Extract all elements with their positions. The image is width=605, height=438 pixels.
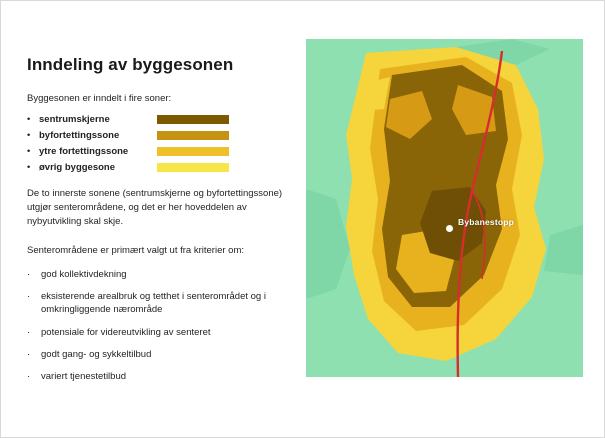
bullet-icon: · [27, 349, 31, 360]
zone-swatch [157, 147, 229, 156]
zone-map [306, 39, 583, 377]
text-column [27, 55, 297, 393]
criteria-text: godt gang- og sykkeltilbud [41, 349, 152, 360]
zone-label: ytre fortettingssone [39, 145, 129, 157]
list-item [27, 326, 297, 339]
criteria-text: eksisterende arealbruk og tetthet i senterområdet og i omkringliggende nærområde [41, 291, 266, 316]
zone-swatch [157, 131, 229, 140]
criteria-text: variert tjenestetilbud [41, 371, 127, 383]
criteria-text: god kollektivdekning [41, 268, 127, 280]
paragraph-senteromrader: De to innerste sonene (sentrumskjerne og byfortettingssone) utgjør senterområdene, og det er her hoveddelen av nybyutvikling skal skje. [27, 187, 283, 228]
zone-label: øvrig byggesone [39, 161, 116, 173]
list-item [27, 162, 297, 173]
page-title: Inndeling av byggesonen [27, 55, 234, 74]
paragraph-kriterier: Senterområdene er primært valgt ut fra kriterier om: [27, 244, 244, 256]
list-item [27, 268, 297, 281]
list-item [27, 370, 297, 383]
bullet-icon: • [27, 145, 31, 157]
bybanestopp-dot [446, 225, 453, 232]
map-graphic [306, 39, 583, 377]
zone-swatch [157, 115, 229, 124]
criteria-list [27, 268, 297, 384]
list-item [27, 130, 297, 141]
zone-legend [27, 114, 297, 173]
list-item [27, 114, 297, 125]
zone-swatch [157, 163, 229, 172]
bullet-icon: • [27, 129, 31, 141]
bullet-icon: · [27, 291, 31, 303]
list-item [27, 146, 297, 157]
bullet-icon: • [27, 113, 31, 125]
zone-label: sentrumskjerne [39, 113, 110, 125]
criteria-text: potensiale for videreutvikling av senteret [41, 326, 211, 338]
bullet-icon: · [27, 371, 31, 383]
list-item [27, 348, 297, 361]
bullet-icon: • [27, 161, 31, 173]
intro-text: Byggesonen er inndelt i fire soner: [27, 93, 172, 104]
list-item [27, 290, 297, 317]
bybanestopp-label: Bybanestopp [458, 217, 515, 227]
bullet-icon: · [27, 268, 31, 280]
bullet-icon: · [27, 326, 31, 338]
zone-label: byfortettingssone [39, 129, 120, 141]
